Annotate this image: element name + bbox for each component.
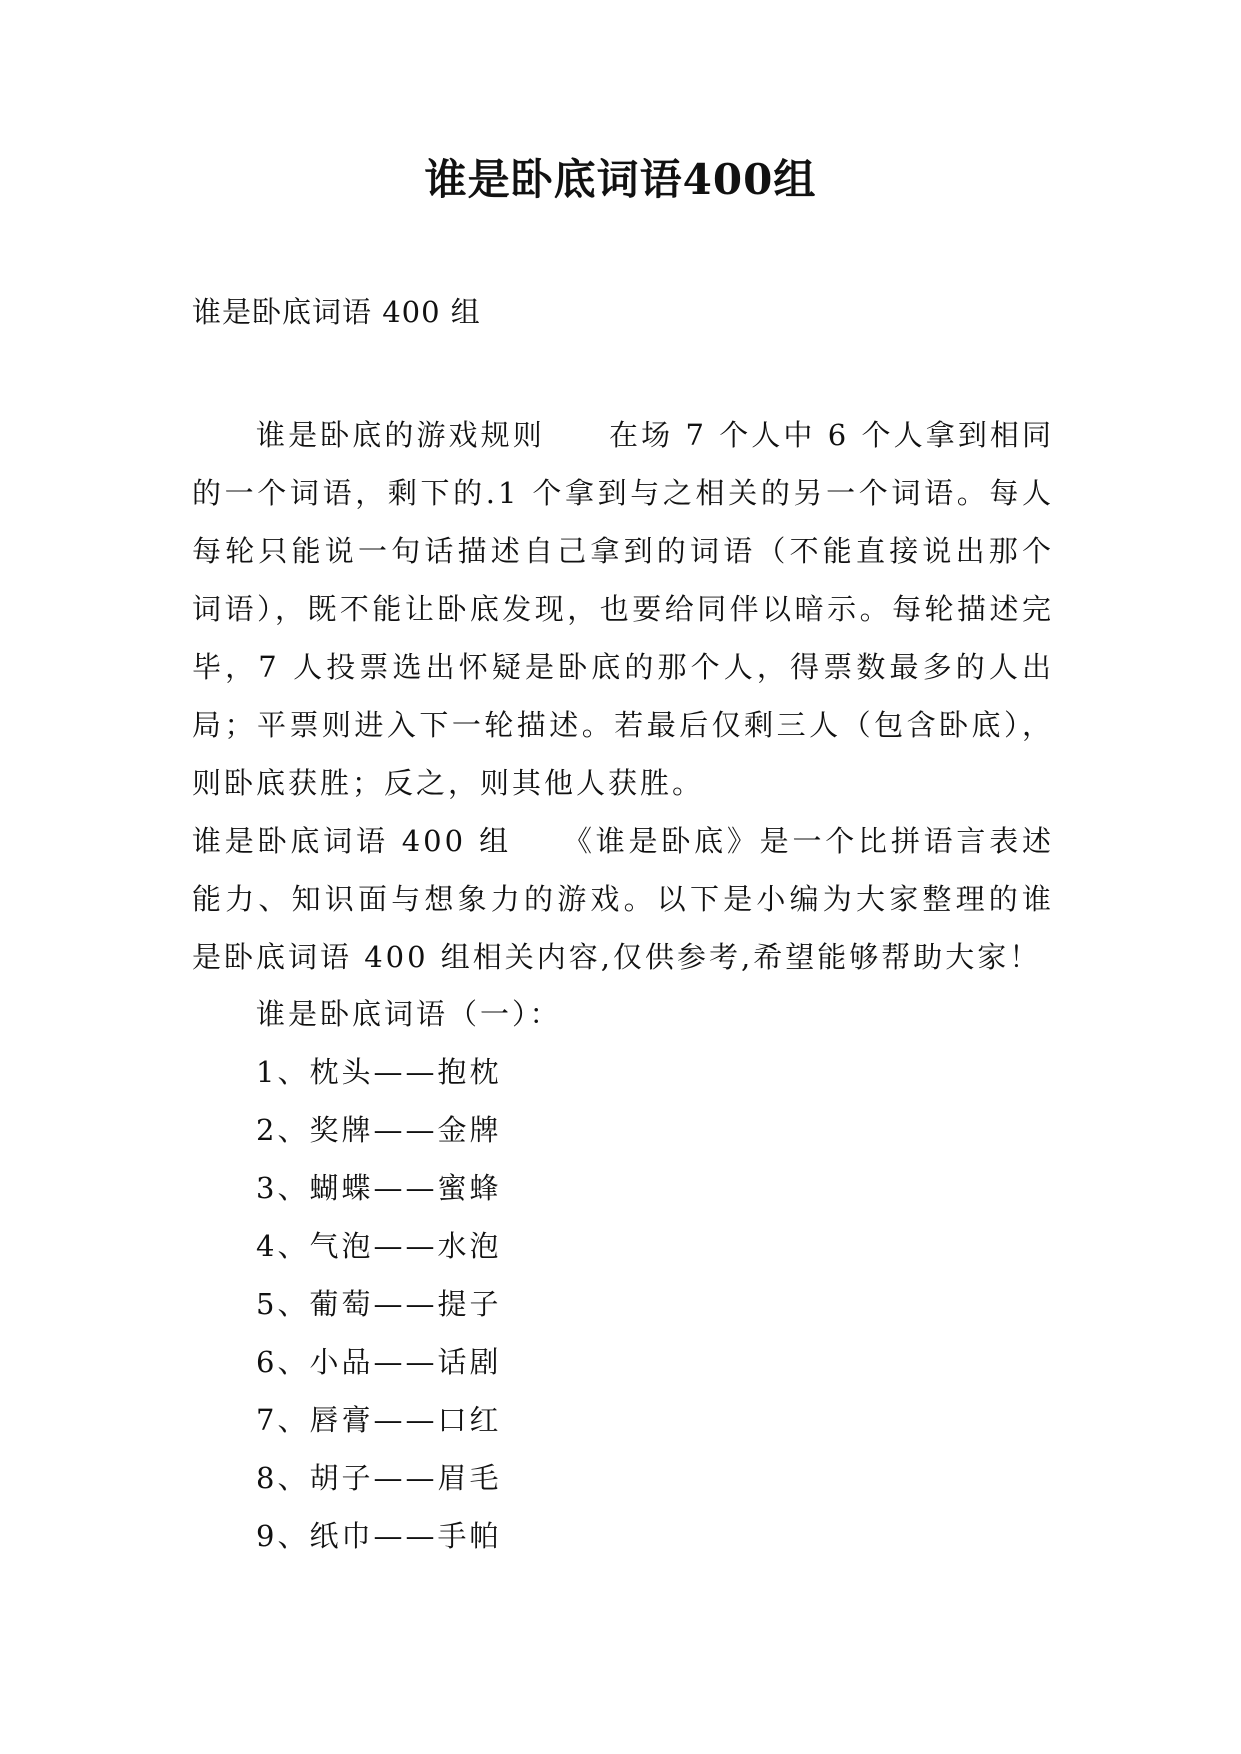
word-pair-item: 9、纸巾——手帕 bbox=[256, 1519, 502, 1553]
word-pair-item: 5、葡萄——提子 bbox=[256, 1287, 502, 1321]
rules-paragraph: 谁是卧底的游戏规则 在场 7 个人中 6 个人拿到相同的一个词语，剩下的.1 个拿到与之相关的另一个词语。每人每轮只能说一句话描述自己拿到的词语（不能直接说出那个词语），既不能让卧底发现，也要给同伴以暗示。每轮描述完毕，7 人投票选出怀疑是卧底的那个人，得票数最多的人出局；平票则进入下一轮描述。若最后仅剩三人（包含卧底），则卧底获胜；反之，则其他人获胜。 bbox=[192, 418, 1054, 800]
word-pair-item: 4、气泡——水泡 bbox=[256, 1229, 502, 1263]
word-pair-item: 2、奖牌——金牌 bbox=[256, 1113, 502, 1147]
word-pair-list bbox=[256, 1043, 501, 1565]
word-pair-item: 3、蝴蝶——蜜蜂 bbox=[256, 1171, 502, 1205]
word-list-heading: 谁是卧底词语（一）： bbox=[256, 997, 562, 1031]
intro-paragraph: 谁是卧底词语 400 组 《谁是卧底》是一个比拼语言表述能力、知识面与想象力的游戏。以下是小编为大家整理的谁是卧底词语 400 组相关内容,仅供参考,希望能够帮助大家！ bbox=[192, 824, 1054, 974]
document-subtitle: 谁是卧底词语 400 组 bbox=[192, 295, 481, 329]
word-pair-item: 1、枕头——抱枕 bbox=[256, 1055, 502, 1089]
word-pair-item: 7、唇膏——口红 bbox=[256, 1403, 502, 1437]
document-title: 谁是卧底词语400组 bbox=[424, 155, 817, 204]
word-pair-item: 8、胡子——眉毛 bbox=[256, 1461, 502, 1495]
word-pair-item: 6、小品——话剧 bbox=[256, 1345, 502, 1379]
